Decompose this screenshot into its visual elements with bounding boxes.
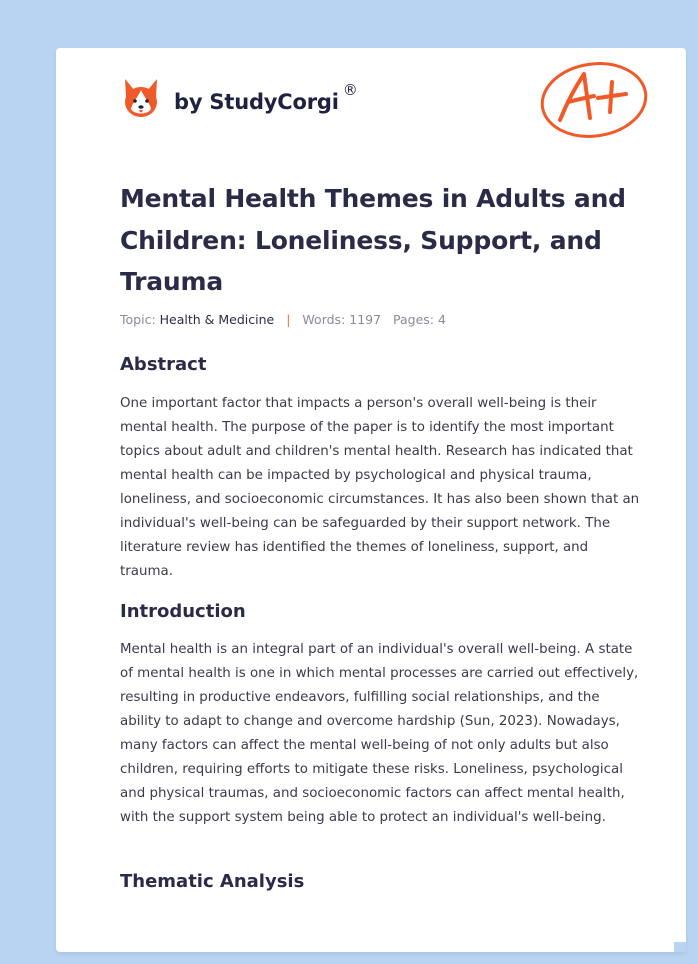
card-corner — [674, 942, 686, 952]
corgi-logo-icon — [122, 77, 160, 119]
topic-label: Topic: — [120, 312, 156, 327]
brand-name: by StudyCorgi — [174, 90, 339, 114]
section-heading-thematic-analysis: Thematic Analysis — [120, 871, 305, 892]
studycorgi-logo[interactable] — [122, 76, 358, 120]
words-label: Words: — [302, 312, 346, 327]
section-body-abstract: One important factor that impacts a person's overall well-being is their mental health. The purpose of the paper is to identify the most important topics about adult and children's mental health. Research has indicated that mental health can be impacted by psychological and physical trauma, loneliness, and socioeconomic circumstances. It has also been shown that an individual's well-being can be safeguarded by their support network. The literature review has identified the themes of loneliness, support, and trauma. — [120, 396, 640, 579]
words-count: 1197 — [349, 312, 382, 327]
section-heading-abstract: Abstract — [120, 354, 207, 375]
paper-meta — [120, 312, 446, 327]
topic-link[interactable]: Health & Medicine — [159, 312, 275, 327]
a-plus-grade-icon — [538, 60, 650, 140]
pages-count: 4 — [437, 312, 446, 327]
meta-separator: | — [286, 312, 291, 327]
registered-mark: ® — [342, 81, 358, 99]
section-heading-introduction: Introduction — [120, 601, 246, 622]
paper-title: Mental Health Themes in Adults and Children: Loneliness, Support, and Trauma — [120, 184, 626, 296]
document-card — [56, 48, 686, 952]
section-body-introduction: Mental health is an integral part of an individual's overall well-being. A state of mental health is one in which mental processes are carried out effectively, resulting in productive endeavors, fulfilling social relationships, and the ability to adapt to change and overcome hardship (Sun, 2023). Nowadays, many factors can affect the mental well-being of not only adults but also children, requiring efforts to mitigate these risks. Loneliness, psychological and physical traumas, and socioeconomic factors can affect mental health, with the support system being able to protect an individual's well-being. — [120, 642, 639, 825]
pages-label: Pages: — [393, 312, 434, 327]
